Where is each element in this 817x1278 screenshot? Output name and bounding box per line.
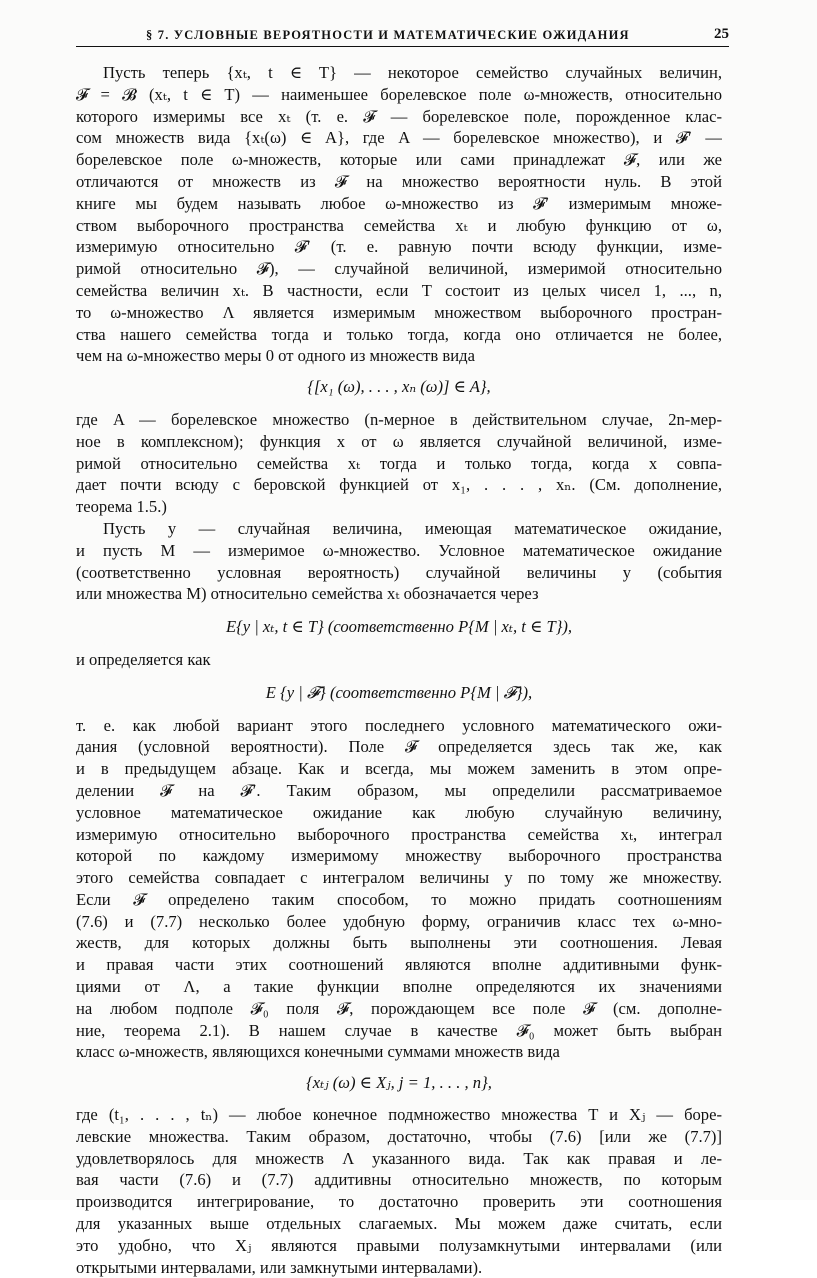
formula-4: {xₜⱼ (ω) ∈ Xⱼ, j = 1, . . . , n}, xyxy=(306,1073,492,1093)
text-line: т. е. как любой вариант этого последнего условного математического ожи- xyxy=(76,715,722,735)
text-line: где A — борелевское множество (n-мерное в действительном случае, 2n-мер- xyxy=(76,409,722,429)
text-line: жеств, для которых должны быть выполнены эти соотношения. Левая xyxy=(76,933,722,953)
text-line: на любом подполе 𝓕₀ поля 𝓕, порождающем все поле 𝓕 (см. дополне- xyxy=(76,998,722,1018)
page-number: 25 xyxy=(714,26,729,42)
text-line: циями от Λ, а такие функции вполне определяются их значениями xyxy=(76,977,722,997)
formula-3: E {y | 𝓕} (соответственно P{M | 𝓕}), xyxy=(265,682,533,702)
text-line: это удобно, что Xⱼ являются правыми полузамкнутыми интервалами (или xyxy=(76,1235,722,1255)
text-line: класс ω-множеств, являющихся конечными суммами множеств вида xyxy=(76,1042,560,1062)
text-line: измеримую относительно выборочного пространства семейства xₜ, интеграл xyxy=(76,824,722,844)
text-line: для указанных выше отдельных слагаемых. Мы можем даже считать, если xyxy=(76,1214,722,1234)
text-line: или множества M) относительно семейства xₜ обозначается через xyxy=(76,584,539,604)
text-line: (7.6) и (7.7) несколько более удобную форму, ограничив класс тех ω-мно- xyxy=(76,911,722,931)
text-line: и пусть M — измеримое ω-множество. Условное математическое ожидание xyxy=(76,540,722,560)
text-line: и в предыдущем абзаце. Как и всегда, мы можем заменить в этом опре- xyxy=(76,759,722,779)
text-line: то ω-множество Λ является измеримым множеством выборочного простран- xyxy=(76,302,722,322)
text-line: производится интегрирование, то достаточно проверить эти соотношения xyxy=(76,1192,722,1212)
text-line: теорема 1.5.) xyxy=(76,497,167,517)
text-line: отличаются от множеств из 𝓕 на множество вероятности нуль. В этой xyxy=(76,171,722,191)
text-line: дания (условной вероятности). Поле 𝓕 определяется здесь так же, как xyxy=(76,737,722,757)
text-line: которого измеримы все xₜ (т. е. 𝓕 — борелевское поле, порожденное клас- xyxy=(76,106,722,126)
text-line: и определяется как xyxy=(76,649,211,669)
text-line: и правая части этих соотношений являются вполне аддитивными функ- xyxy=(76,955,722,975)
text-line: Пусть y — случайная величина, имеющая математическое ожидание, xyxy=(103,518,722,538)
text-line: ное в комплексном); функция x от ω является случайной величиной, изме- xyxy=(76,431,722,451)
text-line: делении 𝓕 на 𝓕′. Таким образом, мы определили рассматриваемое xyxy=(76,780,722,800)
text-line: ние, теорема 2.1). В нашем случае в качестве 𝓕₀ может быть выбран xyxy=(76,1020,722,1040)
text-line: Если 𝓕 определено таким способом, то можно придать соотношениям xyxy=(76,889,722,909)
text-line: римой относительно семейства xₜ тогда и только тогда, когда x совпа- xyxy=(76,453,722,473)
text-line: Пусть теперь {xₜ, t ∈ T} — некоторое семейство случайных величин, xyxy=(103,63,722,82)
body-text xyxy=(76,62,722,1278)
text-line: левские множества. Таким образом, достаточно, чтобы (7.6) [или же (7.7)] xyxy=(76,1126,722,1146)
text-line: семейства величин xₜ. В частности, если T состоит из целых чисел 1, ..., n, xyxy=(76,280,722,300)
text-line: удовлетворялось для множеств Λ указанного вида. Так как правая и ле- xyxy=(76,1148,722,1168)
text-line: 𝓕 = 𝓑 (xₜ, t ∈ T) — наименьшее борелевское поле ω-множеств, относительно xyxy=(76,84,722,104)
formula-1: {[x₁ (ω), . . . , xₙ (ω)] ∈ A}, xyxy=(307,377,491,397)
text-line: римой относительно 𝓕), — случайной величиной, измеримой относительно xyxy=(76,259,722,279)
running-title: § 7. УСЛОВНЫЕ ВЕРОЯТНОСТИ И МАТЕМАТИЧЕСКИЕ ОЖИДАНИЯ xyxy=(146,28,630,42)
text-line: ством выборочного пространства семейства xₜ и любую функцию от ω, xyxy=(76,215,722,235)
text-line: вая части (7.6) и (7.7) аддитивны относительно множеств, по которым xyxy=(76,1170,722,1190)
text-line: измеримую относительно 𝓕′ (т. е. равную почти всюду функции, изме- xyxy=(76,237,722,257)
text-line: где (t₁, . . . , tₙ) — любое конечное подмножество множества T и Xⱼ — боре- xyxy=(76,1105,722,1125)
text-line: условное математическое ожидание как любую случайную величину, xyxy=(76,802,722,822)
text-line: сом множеств вида {xₜ(ω) ∈ A}, где A — борелевское множество), и 𝓕′ — xyxy=(76,128,722,148)
text-line: которой по каждому измеримому множеству выборочного пространства xyxy=(76,846,722,866)
formula-2: E{y | xₜ, t ∈ T} (соответственно P{M | xₜ, t ∈ T}), xyxy=(225,617,573,637)
running-header xyxy=(76,22,729,47)
text-line: открытыми интервалами, или замкнутыми интервалами). xyxy=(76,1257,483,1277)
text-line: борелевское поле ω-множеств, которые или сами принадлежат 𝓕, или же xyxy=(76,150,722,170)
text-line: книге мы будем называть любое ω-множество из 𝓕′ измеримым множе- xyxy=(76,193,722,213)
text-line: ства нашего семейства тогда и только тогда, когда оно отличается не более, xyxy=(76,324,722,344)
text-line: (соответственно условная вероятность) случайной величины y (события xyxy=(76,562,722,582)
text-line: этого семейства совпадает с интегралом величины y по тому же множеству. xyxy=(76,868,722,888)
text-line: чем на ω-множество меры 0 от одного из множеств вида xyxy=(76,346,475,366)
text-line: дает почти всюду с беровской функцией от x₁, . . . , xₙ. (См. дополнение, xyxy=(76,475,722,495)
